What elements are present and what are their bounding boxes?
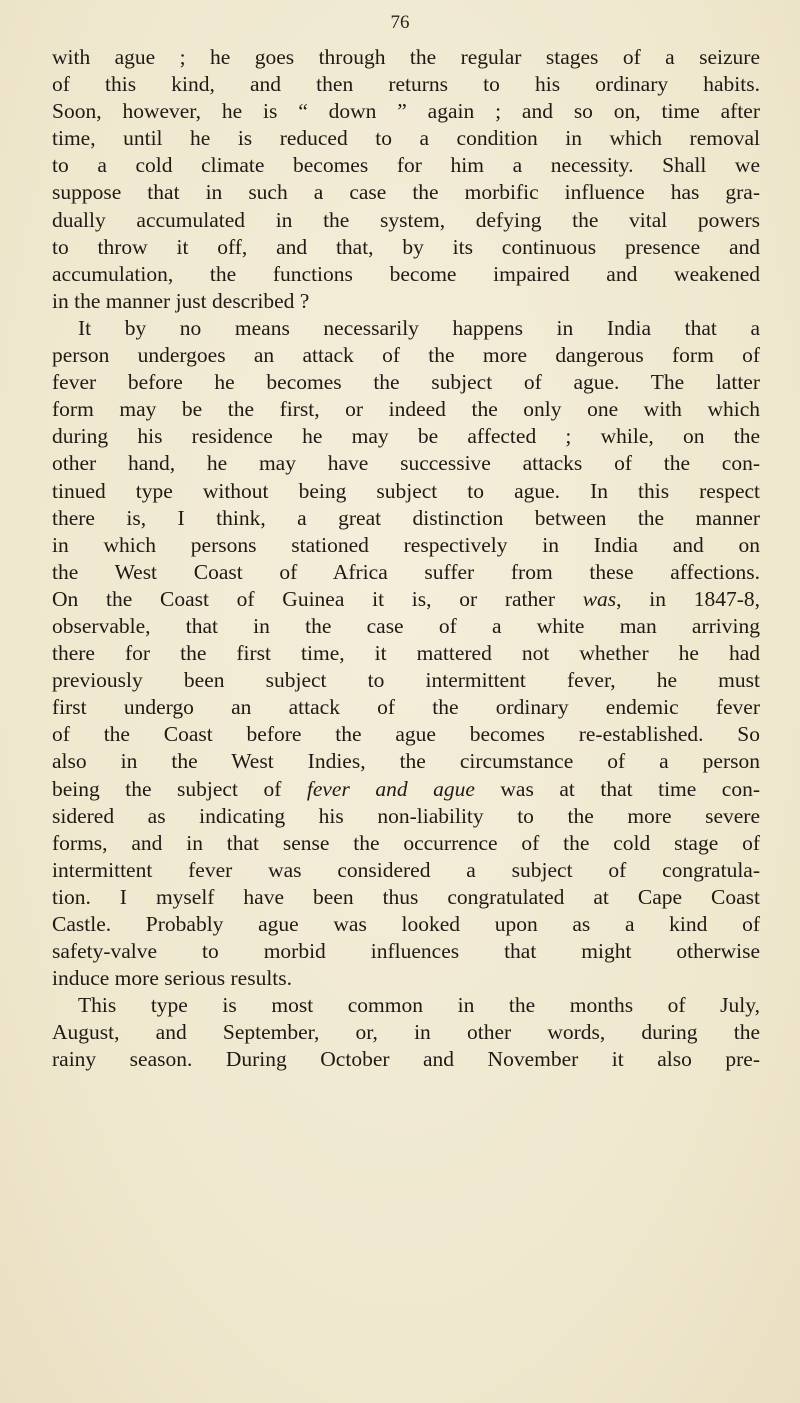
text-line: to a cold climate becomes for him a necessity. Shall we — [52, 153, 760, 178]
text-line: time, until he is reduced to a condition in which removal — [52, 126, 760, 151]
text-line: during his residence he may be affected ; while, on the — [52, 424, 760, 449]
text-line: rainy season. During October and November it also pre- — [52, 1047, 760, 1072]
text-line: This type is most common in the months of July, — [78, 993, 760, 1018]
text-line: safety-valve to morbid influences that might otherwise — [52, 939, 760, 964]
text-line: the West Coast of Africa suffer from these affections. — [52, 559, 760, 584]
text-line: of the Coast before the ague becomes re-established. So — [52, 722, 760, 747]
page-number: 76 — [390, 12, 410, 33]
text-line: sidered as indicating his non-liability to the more severe — [52, 803, 760, 828]
text-line: On the Coast of Guinea it is, or rather was, in 1847-8, — [52, 586, 760, 611]
text-line: of this kind, and then returns to his ordinary habits. — [52, 72, 760, 97]
text-line: It by no means necessarily happens in India that a — [78, 315, 760, 340]
text-line: accumulation, the functions become impaired and weakened — [52, 261, 760, 286]
text-line: suppose that in such a case the morbific influence has gra- — [52, 180, 760, 205]
text-line: tion. I myself have been thus congratulated at Cape Coast — [52, 884, 760, 909]
text-line: August, and September, or, in other words, during the — [52, 1020, 760, 1045]
text-line: induce more serious results. — [52, 966, 293, 991]
text-line: there is, I think, a great distinction between the manner — [52, 505, 760, 530]
text-line: there for the first time, it mattered not whether he had — [52, 641, 760, 666]
text-line: Castle. Probably ague was looked upon as a kind of — [52, 912, 760, 936]
text-line: tinued type without being subject to ague. In this respect — [52, 478, 760, 503]
text-line: dually accumulated in the system, defying the vital powers — [52, 207, 760, 232]
text-line: with ague ; he goes through the regular stages of a seizure — [52, 45, 760, 69]
text-line: in which persons stationed respectively in India and on — [52, 532, 760, 557]
text-line: Soon, however, he is “ down ” again ; and so on, time after — [52, 99, 760, 124]
text-line: previously been subject to intermittent fever, he must — [52, 668, 760, 693]
text-line: observable, that in the case of a white man arriving — [52, 613, 760, 638]
text-line: in the manner just described ? — [52, 288, 310, 313]
text-line: other hand, he may have successive attacks of the con- — [52, 451, 760, 476]
text-line: fever before he becomes the subject of ague. The latter — [52, 370, 760, 395]
text-line: to throw it off, and that, by its continuous presence and — [52, 234, 760, 259]
text-line: person undergoes an attack of the more dangerous form of — [52, 343, 760, 368]
text-line: form may be the first, or indeed the only one with which — [52, 397, 760, 422]
text-line: being the subject of fever and ague was at that time con- — [52, 776, 761, 801]
body-text — [52, 44, 760, 1074]
text-line: intermittent fever was considered a subject of congratula- — [52, 857, 760, 882]
text-line: first undergo an attack of the ordinary endemic fever — [52, 695, 760, 720]
text-line: forms, and in that sense the occurrence of the cold stage of — [52, 830, 760, 855]
text-line: also in the West Indies, the circumstance of a person — [52, 749, 760, 774]
